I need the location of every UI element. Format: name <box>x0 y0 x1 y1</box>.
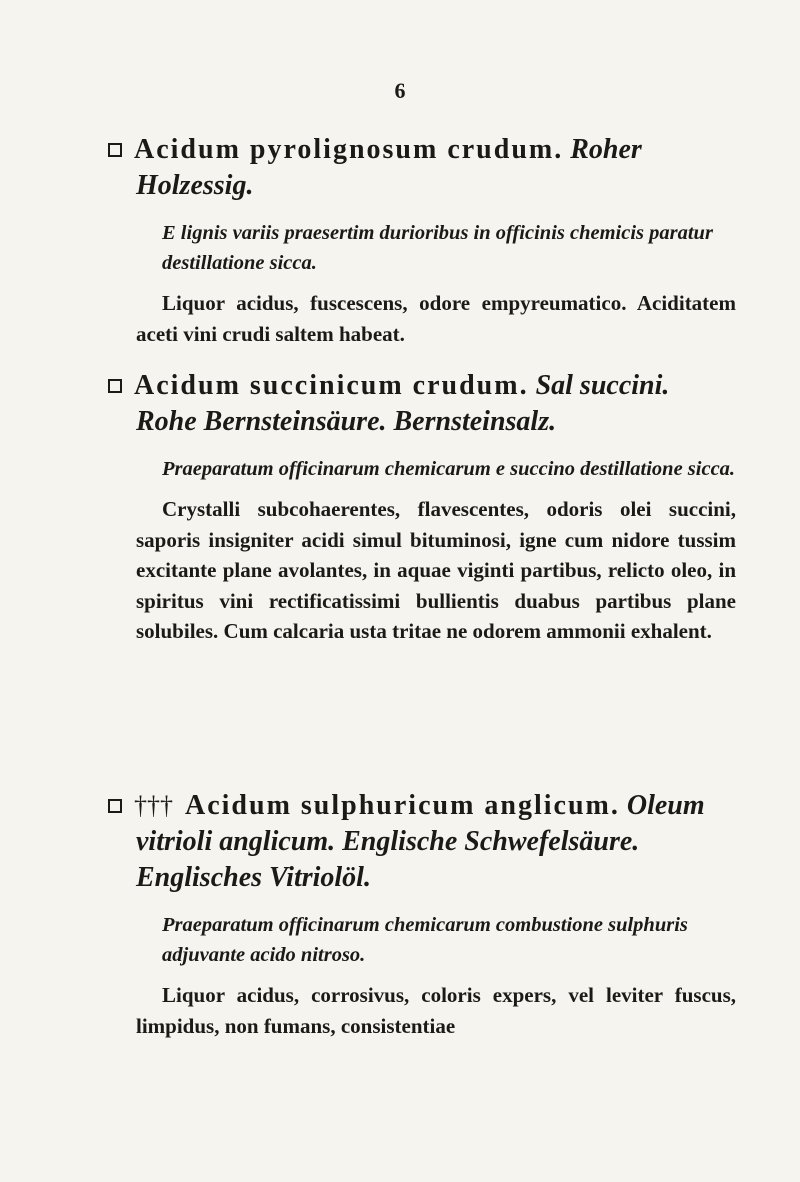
entry-preparation: Praeparatum officinarum chemicarum e succino destillatione sicca. <box>162 458 736 480</box>
entry-heading <box>136 368 736 440</box>
entry-title: Acidum succinicum crudum. <box>134 370 529 401</box>
entry-heading <box>136 788 736 896</box>
page-number: 6 <box>394 78 406 103</box>
checkbox-square-icon <box>108 143 122 157</box>
checkbox-square-icon <box>108 379 122 393</box>
entry-description: Crystalli subcohaerentes, flavescentes, odoris olei succini, saporis insigniter acidi simul bituminosi, igne cum nidore tussim excitante plane avolantes, in aquae viginti partibus, relicto oleo, in spiritus vini rectificatissimi bullientis duabus partibus plane solubiles. Cum calcaria usta tritae ne odorem ammonii exhalent. <box>136 497 736 643</box>
entry-title: Acidum pyrolignosum crudum. <box>134 134 564 165</box>
checkbox-square-icon <box>108 799 122 813</box>
entry-synonyms: Oleum vitrioli anglicum. Englische Schwefelsäure. Englisches Vitriolöl. <box>136 790 705 893</box>
entry-acidum-sulphuricum <box>136 788 736 1041</box>
entry-description: Liquor acidus, fuscescens, odore empyreumatico. Aciditatem aceti vini crudi saltem habeat. <box>136 291 736 346</box>
entry-preparation: E lignis variis praesertim durioribus in officinis chemicis paratur destillatione sicca. <box>162 222 713 274</box>
dagger-marks: ††† <box>134 791 173 820</box>
entry-synonyms: Roher Holzessig. <box>136 134 642 201</box>
entry-acidum-succinicum <box>136 368 736 647</box>
entry-heading <box>136 132 736 204</box>
entry-preparation: Praeparatum officinarum chemicarum combustione sulphuris adjuvante acido nitroso. <box>162 914 688 966</box>
entry-title: Acidum sulphuricum anglicum. <box>185 790 620 821</box>
entry-acidum-pyrolignosum <box>136 132 736 349</box>
entry-description: Liquor acidus, corrosivus, coloris expers, vel leviter fuscus, limpidus, non fumans, consistentiae <box>136 983 736 1038</box>
entry-synonyms: Sal succini. Rohe Bernsteinsäure. Bernsteinsalz. <box>136 370 670 437</box>
